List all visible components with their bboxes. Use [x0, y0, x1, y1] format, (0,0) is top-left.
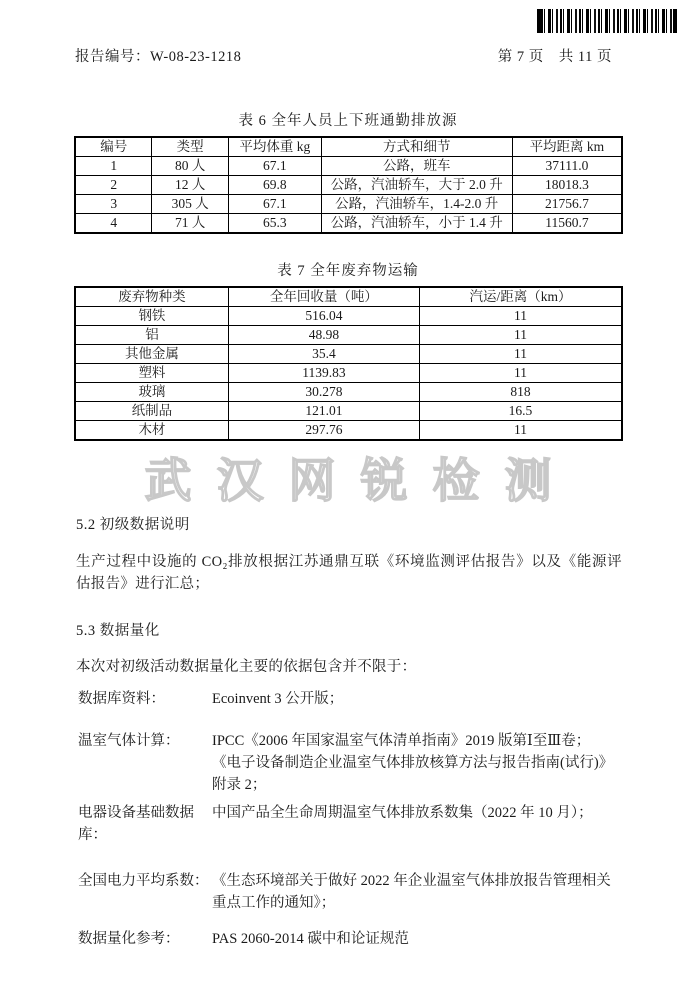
- reference-entry: [78, 730, 638, 796]
- column-header-waste-type: 废弃物种类: [76, 288, 229, 307]
- column-header-annual-recovery: 全年回收量（吨）: [228, 288, 419, 307]
- commute-table-header-row: [76, 138, 622, 157]
- commute-table-title: 表 6 全年人员上下班通勤排放源: [238, 113, 458, 129]
- table-row: [76, 326, 622, 345]
- table-cell: 80 人: [152, 157, 228, 176]
- table-cell: 纸制品: [76, 402, 229, 421]
- column-header-avg-distance: 平均距离 km: [512, 138, 621, 157]
- table-cell: 公路，汽油轿车，大于 2.0 升: [321, 176, 512, 195]
- column-header-truck-distance: 汽运/距离（km）: [419, 288, 621, 307]
- reference-label: 温室气体计算：: [78, 733, 180, 749]
- table-cell: 11: [419, 326, 621, 345]
- table-cell: 塑料: [76, 364, 229, 383]
- column-header-id: 编号: [76, 138, 152, 157]
- table-cell: 30.278: [228, 383, 419, 402]
- barcode-icon: [537, 9, 677, 33]
- report-number: 报告编号：W-08-23-1218: [75, 49, 242, 65]
- page-indicator: 第 7 页 共 11 页: [497, 49, 612, 65]
- reference-value: [212, 730, 638, 796]
- table-cell: 铝: [76, 326, 229, 345]
- section-5-3-intro: 本次对初级活动数据量化主要的依据包含并不限于：: [76, 659, 417, 675]
- table-row: [76, 195, 622, 214]
- reference-label: 电器设备基础数据库：: [78, 805, 194, 843]
- table-cell: 67.1: [228, 157, 321, 176]
- reference-label: 全国电力平均系数：: [78, 873, 209, 889]
- table-cell: 12 人: [152, 176, 228, 195]
- table-cell: 11: [419, 345, 621, 364]
- table-row: [76, 345, 622, 364]
- table-row: [76, 383, 622, 402]
- table-cell: 18018.3: [512, 176, 621, 195]
- section-5-3-heading: 5.3 数据量化: [76, 623, 160, 639]
- reference-entry: [78, 928, 638, 950]
- table-cell: 37111.0: [512, 157, 621, 176]
- table-cell: 65.3: [228, 214, 321, 233]
- reference-value: [212, 928, 638, 950]
- reference-entry: [78, 870, 638, 914]
- reference-value-line: Ecoinvent 3 公开版；: [212, 691, 344, 707]
- table-row: [76, 214, 622, 233]
- table-cell: 48.98: [228, 326, 419, 345]
- reference-value-line: 重点工作的通知》；: [212, 895, 336, 911]
- reference-label: 数据库资料：: [78, 691, 165, 707]
- reference-label: 数据量化参考：: [78, 931, 180, 947]
- table-row: [76, 307, 622, 326]
- table-cell: 1: [76, 157, 152, 176]
- reference-entry: [78, 802, 638, 846]
- commute-table-body: [76, 157, 622, 233]
- reference-value: [212, 802, 638, 824]
- section-5-2-paragraph: 生产过程中设施的 CO₂排放根据江苏通鼎互联《环境监测评估报告》以及《能源评估报告》进行汇总；: [76, 554, 622, 592]
- section-5-2-heading: 5.2 初级数据说明: [76, 517, 190, 533]
- table-row: [76, 176, 622, 195]
- column-header-avg-weight: 平均体重 kg: [228, 138, 321, 157]
- waste-table-body: [76, 307, 622, 440]
- table-cell: 公路，班车: [321, 157, 512, 176]
- table-cell: 67.1: [228, 195, 321, 214]
- table-cell: 11: [419, 364, 621, 383]
- table-row: [76, 421, 622, 440]
- table-cell: 11560.7: [512, 214, 621, 233]
- table-cell: 3: [76, 195, 152, 214]
- table-cell: 297.76: [228, 421, 419, 440]
- waste-table-title: 表 7 全年废弃物运输: [277, 263, 419, 279]
- table-cell: 木材: [76, 421, 229, 440]
- table-cell: 钢铁: [76, 307, 229, 326]
- table-row: [76, 402, 622, 421]
- table-cell: 21756.7: [512, 195, 621, 214]
- reference-value-line: 《电子设备制造企业温室气体排放核算方法与报告指南(试行)》: [212, 755, 614, 771]
- table-cell: 1139.83: [228, 364, 419, 383]
- column-header-type: 类型: [152, 138, 228, 157]
- table-cell: 71 人: [152, 214, 228, 233]
- table-cell: 玻璃: [76, 383, 229, 402]
- reference-value: [212, 870, 638, 914]
- table-cell: 2: [76, 176, 152, 195]
- table-cell: 11: [419, 421, 621, 440]
- table-cell: 121.01: [228, 402, 419, 421]
- table-cell: 16.5: [419, 402, 621, 421]
- table-cell: 516.04: [228, 307, 419, 326]
- table-cell: 69.8: [228, 176, 321, 195]
- table-cell: 公路，汽油轿车，1.4-2.0 升: [321, 195, 512, 214]
- reference-value: [212, 688, 638, 710]
- reference-value-line: 《生态环境部关于做好 2022 年企业温室气体排放报告管理相关: [212, 873, 611, 889]
- reference-entry: [78, 688, 638, 710]
- table-row: [76, 157, 622, 176]
- table-cell: 4: [76, 214, 152, 233]
- commute-table: [75, 137, 622, 233]
- table-cell: 11: [419, 307, 621, 326]
- table-row: [76, 364, 622, 383]
- reference-value-line: 附录 2；: [212, 777, 267, 793]
- table-cell: 35.4: [228, 345, 419, 364]
- table-cell: 818: [419, 383, 621, 402]
- waste-table: [75, 287, 622, 440]
- page-header: [75, 47, 612, 67]
- table-cell: 305 人: [152, 195, 228, 214]
- reference-list: [78, 688, 638, 962]
- table-cell: 其他金属: [76, 345, 229, 364]
- watermark-text: 武汉网锐检测: [144, 456, 577, 508]
- waste-table-header-row: [76, 288, 622, 307]
- column-header-mode-detail: 方式和细节: [321, 138, 512, 157]
- table-cell: 公路，汽油轿车，小于 1.4 升: [321, 214, 512, 233]
- reference-value-line: IPCC《2006 年国家温室气体清单指南》2019 版第Ⅰ至Ⅲ卷；: [212, 733, 591, 749]
- reference-value-line: 中国产品全生命周期温室气体排放系数集（2022 年 10 月）；: [212, 805, 593, 821]
- reference-value-line: PAS 2060-2014 碳中和论证规范: [212, 931, 409, 947]
